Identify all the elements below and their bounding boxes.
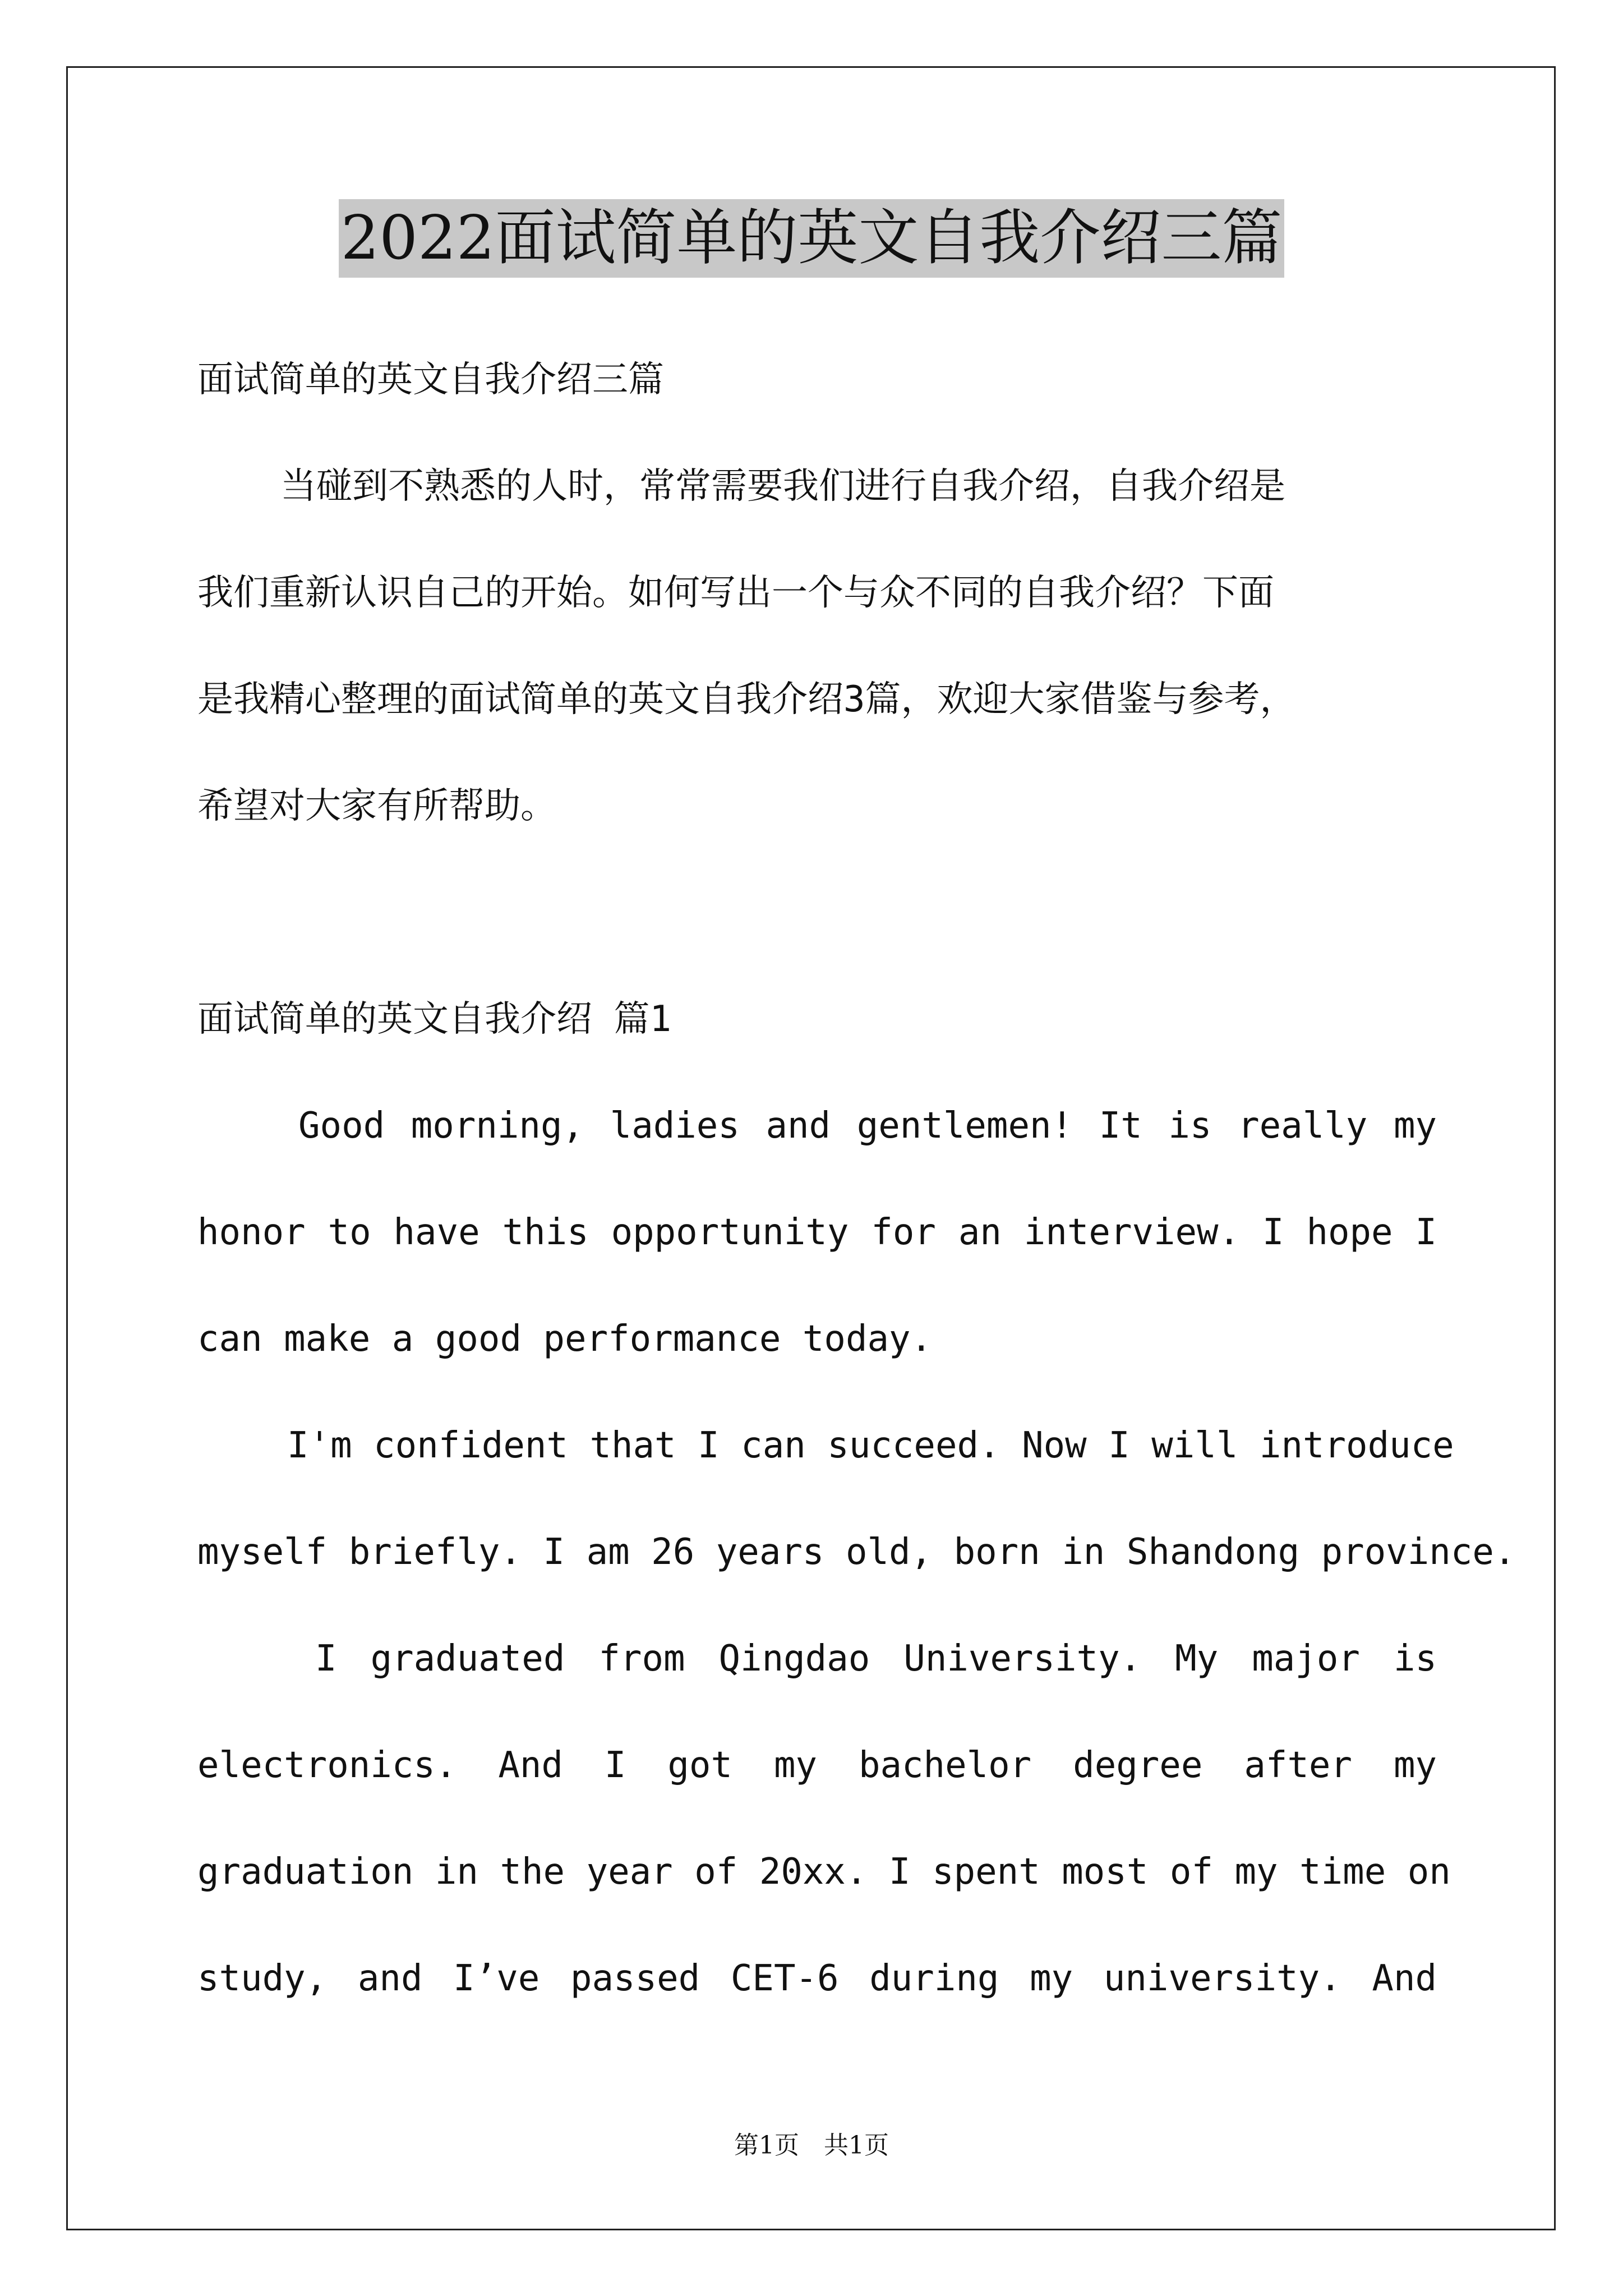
body-line-3: can make a good performance today. [197, 1318, 933, 1360]
body-line-2: honor to have this opportunity for an interview. I hope I [197, 1212, 1437, 1253]
body-line-1: Good morning, ladies and gentlemen! It is really my [298, 1105, 1437, 1147]
body-line-5: myself briefly. I am 26 years old, born in Shandong province. [197, 1531, 1516, 1573]
intro-line-4: 希望对大家有所帮助。 [197, 785, 556, 827]
document-title: 2022面试简单的英文自我介绍三篇 [339, 199, 1285, 278]
intro-line-2: 我们重新认识自己的开始。如何写出一个与众不同的自我介绍？下面 [197, 572, 1274, 614]
body-line-7: electronics. And I got my bachelor degree after my [197, 1745, 1437, 1786]
intro-line-1: 当碰到不熟悉的人时，常常需要我们进行自我介绍，自我介绍是 [280, 466, 1285, 507]
title-container [0, 199, 1623, 278]
body-line-8: graduation in the year of 20xx. I spent most of my time on [197, 1851, 1451, 1893]
body-line-6: I graduated from Qingdao University. My major is [315, 1638, 1437, 1680]
subtitle: 面试简单的英文自我介绍三篇 [197, 359, 664, 401]
section-heading: 面试简单的英文自我介绍 篇1 [197, 999, 672, 1040]
body-line-4: I'm confident that I can succeed. Now I will introduce [287, 1425, 1454, 1466]
body-line-9: study, and I’ve passed CET-6 during my university. And [197, 1958, 1437, 1999]
intro-line-3: 是我精心整理的面试简单的英文自我介绍3篇，欢迎大家借鉴与参考， [197, 679, 1296, 720]
page-footer: 第1页 共1页 [734, 2131, 889, 2160]
